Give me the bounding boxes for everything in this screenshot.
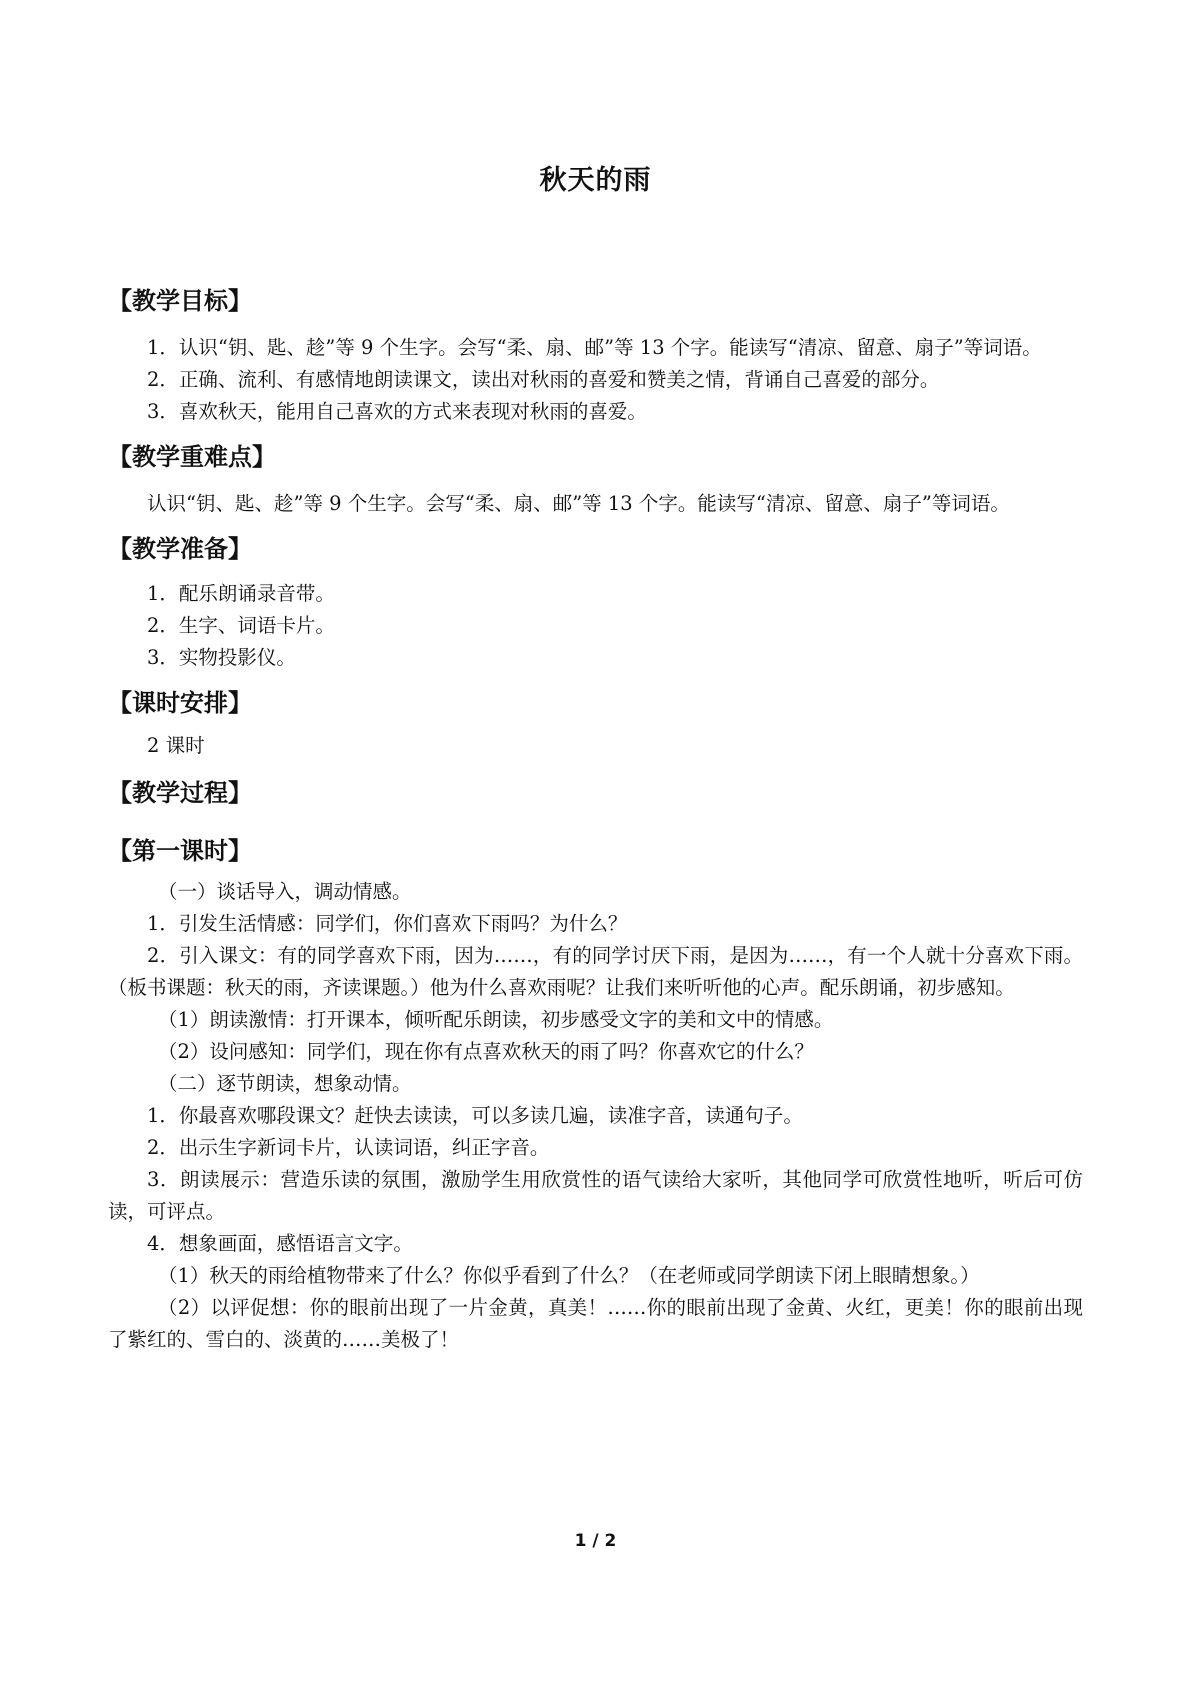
lesson-line: 3．朗读展示：营造乐读的氛围，激励学生用欣赏性的语气读给大家听，其他同学可欣赏性地听，听后可仿读，可评点。 xyxy=(108,1168,1083,1223)
section-heading-schedule: 【课时安排】 xyxy=(108,689,252,717)
lesson-line: 2．出示生字新词卡片，认读词语，纠正字音。 xyxy=(147,1136,550,1159)
preparation-item-3: 3．实物投影仪。 xyxy=(147,646,296,669)
section-heading-key-points: 【教学重难点】 xyxy=(108,443,276,471)
lesson-line: 1．你最喜欢哪段课文？赶快去读读，可以多读几遍，读准字音，读通句子。 xyxy=(147,1104,803,1127)
lesson-line: 2．引入课文：有的同学喜欢下雨，因为……，有的同学讨厌下雨，是因为……，有一个人就十分喜欢下雨。（板书课题：秋天的雨，齐读课题。）他为什么喜欢雨呢？让我们来听听他的心声。配乐朗诵，初步感知。 xyxy=(108,944,1083,999)
lesson-line: （二）逐节朗读，想象动情。 xyxy=(158,1072,412,1095)
section-heading-process: 【教学过程】 xyxy=(108,779,252,807)
lesson-line: 1．引发生活情感：同学们，你们喜欢下雨吗？为什么？ xyxy=(147,912,628,935)
objective-item-2: 2．正确、流利、有感情地朗读课文，读出对秋雨的喜爱和赞美之情，背诵自己喜爱的部分。 xyxy=(147,368,940,391)
section-key-points xyxy=(108,440,1083,520)
section-schedule xyxy=(108,686,1083,762)
lesson-line: （一）谈话导入，调动情感。 xyxy=(158,880,412,903)
section-heading-objectives: 【教学目标】 xyxy=(108,287,252,315)
key-points-text: 认识“钥、匙、趁”等 9 个生字。会写“柔、扇、邮”等 13 个字。能读写“清凉、留意、扇子”等词语。 xyxy=(147,492,1010,515)
schedule-text: 2 课时 xyxy=(147,734,205,757)
section-lesson-one xyxy=(108,834,1083,1356)
section-objectives xyxy=(108,284,1083,428)
objective-item-3: 3．喜欢秋天，能用自己喜欢的方式来表现对秋雨的喜爱。 xyxy=(147,400,647,423)
page-number: 1 / 2 xyxy=(574,1531,617,1551)
section-preparation xyxy=(108,532,1083,674)
section-process xyxy=(108,776,1083,810)
lesson-line: （1）秋天的雨给植物带来了什么？你似乎看到了什么？（在老师或同学朗读下闭上眼睛想象。） xyxy=(158,1264,980,1287)
section-heading-preparation: 【教学准备】 xyxy=(108,535,252,563)
section-heading-lesson-one: 【第一课时】 xyxy=(108,837,252,865)
lesson-line: （2）设问感知：同学们，现在你有点喜欢秋天的雨了吗？你喜欢它的什么？ xyxy=(158,1040,814,1063)
preparation-item-1: 1．配乐朗诵录音带。 xyxy=(147,582,335,605)
objective-item-1: 1．认识“钥、匙、趁”等 9 个生字。会写“柔、扇、邮”等 13 个字。能读写“清凉、留意、扇子”等词语。 xyxy=(147,336,1042,359)
document-body xyxy=(108,284,1083,1356)
document-title: 秋天的雨 xyxy=(539,165,652,196)
lesson-line: （1）朗读激情：打开课本，倾听配乐朗读，初步感受文字的美和文中的情感。 xyxy=(158,1008,834,1031)
preparation-item-2: 2．生字、词语卡片。 xyxy=(147,614,335,637)
lesson-line: 4．想象画面，感悟语言文字。 xyxy=(147,1232,413,1255)
lesson-line: （2）以评促想：你的眼前出现了一片金黄，真美！……你的眼前出现了金黄、火红，更美！你的眼前出现了紫红的、雪白的、淡黄的……美极了！ xyxy=(108,1296,1083,1351)
